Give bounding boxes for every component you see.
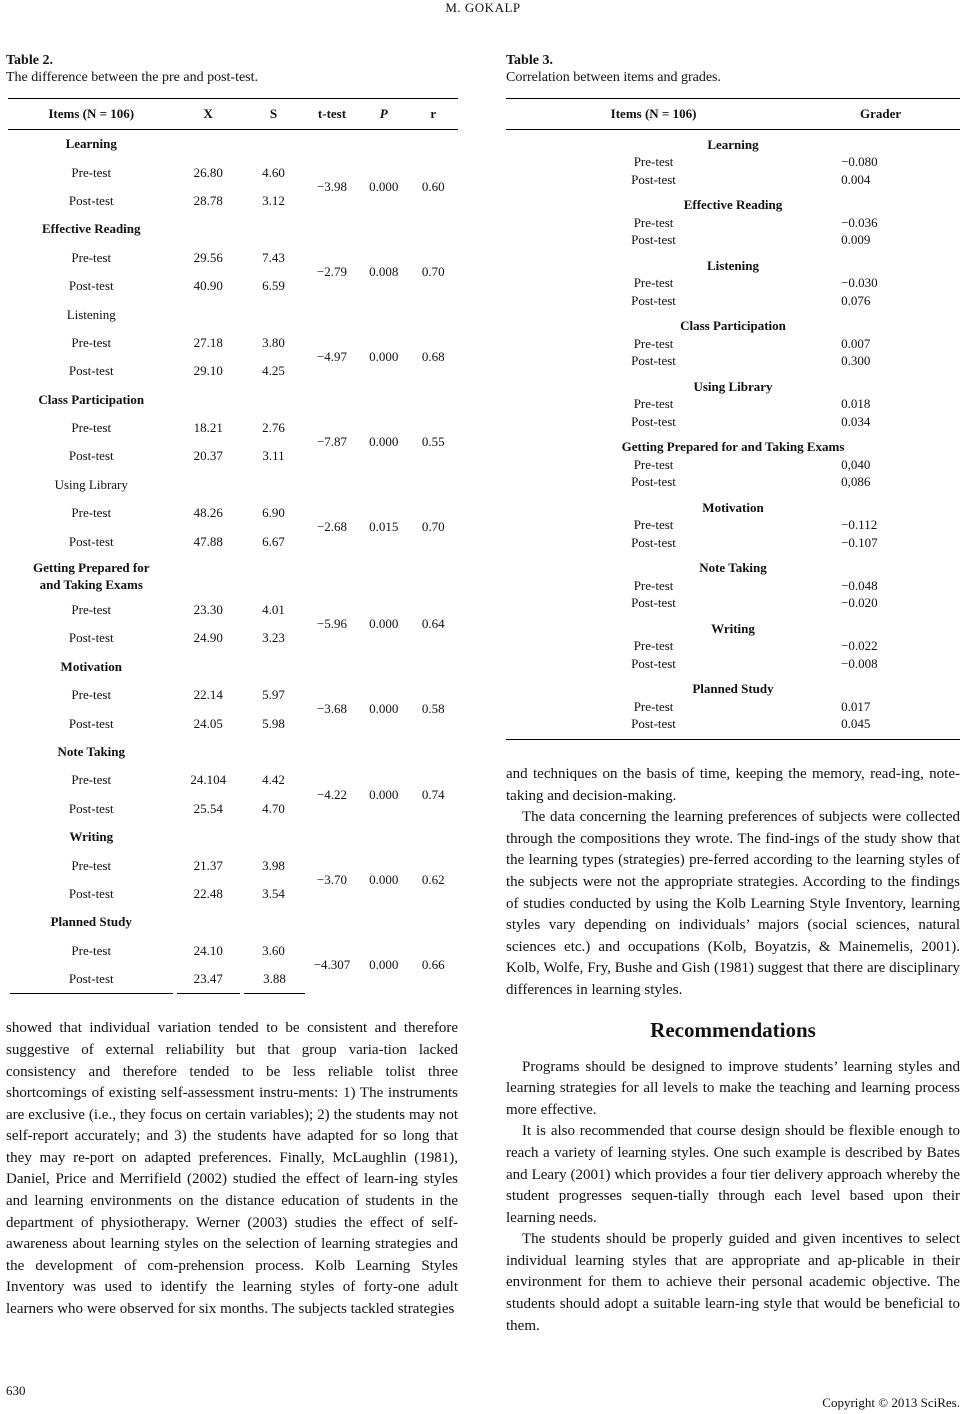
table2-group-name-line: Writing — [69, 829, 114, 845]
table2-test-label: Post-test — [68, 192, 114, 208]
table2-empty-cell — [409, 386, 459, 414]
table3-test-label: Post-test — [631, 595, 676, 611]
table3-test-label: Post-test — [631, 353, 676, 369]
table2-r-value: 0.70 — [421, 519, 445, 535]
table2-test-label: Post-test — [68, 363, 114, 379]
table2-empty-cell — [359, 823, 409, 851]
table3-data-row — [506, 335, 960, 353]
table3-group-name: Motivation — [702, 499, 764, 515]
table2-mean-value: 27.18 — [193, 334, 223, 350]
table2-t-value: −7.87 — [316, 434, 348, 450]
table3-grade-value: −0.080 — [841, 154, 878, 170]
table3-grade-value: −0.107 — [841, 534, 878, 550]
table3-test-label: Post-test — [631, 474, 676, 490]
table2-group-name-line: Getting Prepared for — [33, 559, 150, 575]
table2-sd-value: 3.12 — [262, 192, 285, 208]
table2-empty-cell — [242, 556, 305, 596]
table2-group-row — [8, 300, 458, 328]
table2-p-value: 0.000 — [369, 786, 399, 802]
table2-mean-value: 24.05 — [193, 715, 223, 731]
table3-grade-value: −0.030 — [841, 275, 878, 291]
table3-data-row — [506, 716, 960, 740]
table3-data-row — [506, 577, 960, 595]
table2-test-label: Pre-test — [71, 505, 112, 521]
table3-header-row — [506, 99, 960, 130]
table3-data-row — [506, 292, 960, 310]
table3-test-label: Post-test — [631, 171, 676, 187]
table2-test-label: Pre-test — [71, 942, 112, 958]
table3-grade-value: 0.076 — [841, 292, 871, 308]
table2-group-row — [8, 908, 458, 936]
table3-data-row — [506, 413, 960, 431]
table2-data-row — [8, 766, 458, 794]
table2-sd-value: 3.23 — [262, 630, 285, 646]
table2-empty-cell — [175, 471, 243, 499]
table2-empty-cell — [359, 215, 409, 243]
table2-empty-cell — [305, 130, 359, 159]
table2-caption: The difference between the pre and post-test. — [6, 70, 259, 85]
table2-group-name — [8, 130, 175, 159]
table3-grade-value: 0.017 — [841, 698, 871, 714]
table3-data-row — [506, 595, 960, 613]
table2-empty-cell — [359, 556, 409, 596]
table3-data-row — [506, 698, 960, 716]
table2-test-label: Post-test — [68, 885, 114, 901]
recommendations-heading: Recommendations — [650, 1017, 816, 1042]
table3-test-label: Pre-test — [633, 214, 674, 230]
table2-empty-cell — [175, 130, 243, 159]
table3-data-row — [506, 214, 960, 232]
table2-sd-value: 3.80 — [262, 334, 285, 350]
table2-data-row — [8, 158, 458, 186]
table2-group-name — [8, 556, 175, 596]
table3-data-row — [506, 275, 960, 293]
table2-p-value: 0.000 — [369, 178, 399, 194]
table2-empty-cell — [359, 653, 409, 681]
table2-sd-value: 5.97 — [262, 687, 285, 703]
table2 — [6, 98, 458, 994]
table2-r-value: 0.74 — [421, 786, 445, 802]
running-head: M. GOKALP — [445, 0, 521, 15]
table3-group-row — [506, 612, 960, 638]
table3-test-label: Pre-test — [633, 154, 674, 170]
table3-grade-value: 0.007 — [841, 335, 871, 351]
table3-test-label: Pre-test — [633, 275, 674, 291]
table3-grade-value: 0.009 — [841, 232, 871, 248]
table2-test-label: Pre-test — [71, 249, 112, 265]
table3-grade-value: 0,086 — [841, 474, 871, 490]
table2-mean-value: 23.47 — [175, 965, 243, 994]
table2-sd-value: 6.90 — [262, 505, 285, 521]
table2-group-name — [8, 823, 175, 851]
table2-empty-cell — [305, 908, 359, 936]
table2-empty-cell — [175, 738, 243, 766]
table2-mean-value: 48.26 — [193, 505, 223, 521]
table2-test-label: Pre-test — [71, 602, 112, 618]
table3-grade-value: 0.018 — [841, 396, 871, 412]
table2-p-value: 0.000 — [369, 434, 399, 450]
table3-group-row — [506, 431, 960, 457]
table3-data-row — [506, 353, 960, 371]
page-number: 630 — [6, 1383, 26, 1398]
right-paragraph-1: and techniques on the basis of time, keeping the memory, read-ing, note-taking and decision-making. — [506, 766, 960, 804]
table3-test-label: Pre-test — [633, 396, 674, 412]
table2-r-value: 0.60 — [421, 178, 445, 194]
table2-empty-cell — [175, 300, 243, 328]
table2-empty-cell — [175, 386, 243, 414]
table2-empty-cell — [175, 556, 243, 596]
table2-sd-value: 4.25 — [262, 363, 285, 379]
table2-empty-cell — [242, 300, 305, 328]
table2-empty-cell — [242, 215, 305, 243]
table2-empty-cell — [359, 300, 409, 328]
table2-empty-cell — [409, 653, 459, 681]
table2-sd-value: 4.60 — [262, 164, 285, 180]
table2-empty-cell — [175, 908, 243, 936]
table2-empty-cell — [305, 738, 359, 766]
table2-test-label: Pre-test — [71, 687, 112, 703]
table2-test-label: Pre-test — [71, 857, 112, 873]
table2-p-value: 0.000 — [369, 871, 399, 887]
table2-p-value: 0.000 — [369, 957, 399, 973]
table2-empty-cell — [242, 386, 305, 414]
table2-group-row — [8, 471, 458, 499]
recommendations-paragraph-3: The students should be properly guided and given incentives to select individual learning styles that are appropriate and ap-plicable in their environment for them to achieve their personal academic objective. The students should adopt a suitable learn-ing style that would be beneficial to them. — [506, 1231, 960, 1334]
table2-data-row — [8, 329, 458, 357]
table2-group-row — [8, 556, 458, 596]
table3-test-label: Pre-test — [633, 577, 674, 593]
table2-group-name — [8, 215, 175, 243]
table2-mean-value: 24.90 — [193, 630, 223, 646]
table3-group-name: Planned Study — [692, 681, 774, 697]
table2-group-name — [8, 653, 175, 681]
table2-empty-cell — [305, 215, 359, 243]
table2-sd-value: 6.67 — [262, 533, 285, 549]
table2-data-row — [8, 681, 458, 709]
table3-test-label: Pre-test — [633, 335, 674, 351]
table2-test-label: Post-test — [68, 800, 114, 816]
table2-p-value: 0.000 — [369, 701, 399, 717]
table3-grade-value: 0.034 — [841, 413, 871, 429]
table3-group-row — [506, 189, 960, 215]
table3-group-row — [506, 552, 960, 578]
table3-group-name: Using Library — [693, 378, 773, 394]
table2-header-t: t-test — [305, 99, 359, 130]
table2-group-row — [8, 653, 458, 681]
table2-test-label: Post-test — [68, 715, 114, 731]
table2-empty-cell — [359, 130, 409, 159]
table2-test-label: Post-test — [68, 278, 114, 294]
table3-header-items: Items (N = 106) — [506, 99, 801, 130]
table2-sd-value: 3.60 — [262, 942, 285, 958]
table2-test-label: Post-test — [8, 965, 175, 994]
table3-grade-value: −0.036 — [841, 214, 878, 230]
table3-test-label: Post-test — [631, 232, 676, 248]
table2-p-value: 0.015 — [369, 519, 399, 535]
table2-sd-value: 3.98 — [262, 857, 285, 873]
table2-sd-value: 3.11 — [262, 448, 285, 464]
table3-data-row — [506, 655, 960, 673]
table3-data-row — [506, 171, 960, 189]
table3-data-row — [506, 534, 960, 552]
table2-empty-cell — [242, 471, 305, 499]
table2-r-value: 0.70 — [421, 263, 445, 279]
table2-sd-value: 4.01 — [262, 602, 285, 618]
table2-t-value: −4.22 — [316, 786, 348, 802]
table3-grade-value: −0.008 — [841, 655, 878, 671]
table2-group-row — [8, 386, 458, 414]
table2-header-r: r — [409, 99, 459, 130]
table2-sd-value: 4.70 — [262, 800, 285, 816]
table2-t-value: −4.307 — [313, 957, 351, 973]
table2-empty-cell — [175, 653, 243, 681]
table3-group-row — [506, 491, 960, 517]
table2-sd-value: 3.88 — [242, 965, 305, 994]
table2-data-row — [8, 596, 458, 624]
table3-data-row — [506, 638, 960, 656]
left-body-text: showed that individual variation tended to be consistent and therefore suggestive of external reliability but that group varia-tion lacked consistency and therefore tended to be less reliable tolist three shortcomings of existing self-assessment instru-ments: 1) The instruments are exclusive (i.e., they focus on certain variables); 2) the students may not self-report accurately; and 3) the students have adapted for so long that they may re-port on adapted preferences. Finally, McLaughlin (1981), Daniel, Price and Merrifield (2002) studied the effect of learn-ing styles and learning environments on the distance education of students in the department of physiotherapy. Werner (2003) studies the effect of self-awareness about learning styles on the selection of learning strategies and the development of com-prehension process. Kolb Learning Styles Inventory was used to identify the learning styles of forty-one adult learners who were observed for six months. The subjects tackled strategies — [6, 1020, 458, 1318]
table3-test-label: Post-test — [631, 413, 676, 429]
table3-data-row — [506, 517, 960, 535]
table2-mean-value: 22.48 — [193, 885, 223, 901]
table3-grade-value: 0.300 — [841, 353, 871, 369]
table2-empty-cell — [242, 653, 305, 681]
table3-data-row — [506, 474, 960, 492]
table2-group-name — [8, 300, 175, 328]
table2-p-value: 0.000 — [369, 616, 399, 632]
table2-mean-value: 21.37 — [193, 857, 223, 873]
table2-empty-cell — [175, 215, 243, 243]
table3-test-label: Post-test — [631, 534, 676, 550]
table2-header-p: P — [359, 99, 409, 130]
table2-mean-value: 24.10 — [193, 942, 223, 958]
table2-data-row — [8, 937, 458, 965]
table2-mean-value: 24.104 — [190, 772, 227, 788]
table2-data-row — [8, 244, 458, 272]
table2-t-value: −3.68 — [316, 701, 348, 717]
table2-mean-value: 18.21 — [193, 420, 223, 436]
right-paragraph-2: The data concerning the learning preferences of subjects were collected through the compositions they wrote. The find-ings of the study show that the learning types (strategies) pre-ferred according to the learning styles of the subjects were not the appropriate strategies. According to the findings of studies conducted by using the Kolb Learning Style Inventory, learning styles vary depending on individuals’ majors (social sciences, natural sciences etc.) and occupations (Kolb, Boyatzis, & Mainemelis, 2001). Kolb, Wolfe, Fry, Bushe and Gish (1981) suggest that there are disciplinary differences in learning styles. — [506, 809, 960, 998]
table2-empty-cell — [359, 386, 409, 414]
table3-test-label: Post-test — [631, 655, 676, 671]
table3-grade-value: −0.020 — [841, 595, 878, 611]
table2-test-label: Post-test — [68, 448, 114, 464]
table3-test-label: Post-test — [631, 292, 676, 308]
table2-empty-cell — [409, 556, 459, 596]
table2-group-name-line: Listening — [66, 306, 116, 322]
table2-empty-cell — [305, 386, 359, 414]
table2-empty-cell — [305, 471, 359, 499]
table2-t-value: −2.68 — [316, 519, 348, 535]
table2-t-value: −3.98 — [316, 178, 348, 194]
table2-data-row — [8, 851, 458, 879]
table3-test-label: Pre-test — [633, 517, 674, 533]
table2-group-row — [8, 823, 458, 851]
table2-group-name-line: Class Participation — [38, 391, 145, 407]
table3-group-row — [506, 673, 960, 699]
table3-test-label: Post-test — [506, 716, 801, 740]
table2-empty-cell — [305, 823, 359, 851]
table2-empty-cell — [242, 908, 305, 936]
table2-t-value: −2.79 — [316, 263, 348, 279]
table3-group-name: Listening — [706, 257, 759, 273]
table2-group-name — [8, 738, 175, 766]
table3-header-grader: Grader — [801, 99, 960, 130]
table2-mean-value: 23.30 — [193, 602, 223, 618]
recommendations-paragraph-2: It is also recommended that course design should be flexible enough to reach a variety of learning styles. One such example is described by Bates and Leary (2001) which provides a four tier delivery approach whereby the student progresses sequen-tially through each level based upon their learning needs. — [506, 1123, 960, 1226]
table3-test-label: Pre-test — [633, 456, 674, 472]
table2-empty-cell — [242, 823, 305, 851]
table2-test-label: Pre-test — [71, 334, 112, 350]
table2-empty-cell — [359, 738, 409, 766]
table2-mean-value: 22.14 — [193, 687, 223, 703]
table2-test-label: Pre-test — [71, 772, 112, 788]
table2-sd-value: 5.98 — [262, 715, 285, 731]
table2-sd-value: 3.54 — [262, 885, 285, 901]
table2-r-value: 0.55 — [421, 434, 445, 450]
table3-group-row — [506, 310, 960, 336]
table2-data-row — [8, 499, 458, 527]
table3-test-label: Pre-test — [633, 638, 674, 654]
table2-empty-cell — [359, 908, 409, 936]
table2-r-value: 0.64 — [421, 616, 445, 632]
table2-test-label: Post-test — [68, 533, 114, 549]
table2-sd-value: 6.59 — [262, 278, 285, 294]
table3-group-name: Learning — [707, 136, 759, 152]
table2-data-row — [8, 414, 458, 442]
copyright: Copyright © 2013 SciRes. — [822, 1395, 960, 1410]
table2-empty-cell — [409, 738, 459, 766]
table2-group-name — [8, 386, 175, 414]
table3-group-name: Note Taking — [699, 560, 767, 576]
table3-grade-value: −0.048 — [841, 577, 878, 593]
table3-group-row — [506, 130, 960, 154]
table2-empty-cell — [305, 300, 359, 328]
table3-data-row — [506, 232, 960, 250]
table2-sd-value: 2.76 — [262, 420, 285, 436]
table2-r-value: 0.66 — [421, 957, 445, 973]
table2-group-name-line: Learning — [65, 136, 117, 152]
table2-t-value: −5.96 — [316, 616, 348, 632]
table2-empty-cell — [409, 215, 459, 243]
table2-empty-cell — [409, 823, 459, 851]
table2-mean-value: 40.90 — [193, 278, 223, 294]
table2-test-label: Pre-test — [71, 164, 112, 180]
table2-empty-cell — [409, 300, 459, 328]
table2-group-name — [8, 908, 175, 936]
left-column — [6, 52, 458, 1321]
table2-group-name-line: Planned Study — [50, 914, 132, 930]
table3-data-row — [506, 396, 960, 414]
table3-grade-value: 0.045 — [801, 716, 960, 740]
table2-sd-value: 4.42 — [262, 772, 285, 788]
table2-mean-value: 29.10 — [193, 363, 223, 379]
table2-p-value: 0.008 — [369, 263, 399, 279]
recommendations-paragraph-1: Programs should be designed to improve students’ learning styles and learning strategies for all levels to make the teaching and learning process more effective. — [506, 1058, 960, 1118]
table2-empty-cell — [409, 471, 459, 499]
table2-mean-value: 20.37 — [193, 448, 223, 464]
table2-test-label: Post-test — [68, 630, 114, 646]
table2-empty-cell — [305, 653, 359, 681]
table2-body — [8, 130, 458, 994]
table3-group-row — [506, 249, 960, 275]
table2-empty-cell — [242, 130, 305, 159]
table2-test-label: Pre-test — [71, 420, 112, 436]
table3-grade-value: 0,040 — [841, 456, 871, 472]
table3-test-label: Pre-test — [633, 698, 674, 714]
table2-t-value: −3.70 — [316, 871, 348, 887]
table2-group-name-line: and Taking Exams — [39, 576, 143, 592]
table2-label: Table 2. — [6, 53, 53, 68]
table2-group-name-line: Motivation — [60, 658, 122, 674]
right-column — [506, 52, 960, 1337]
table3-group-name: Getting Prepared for and Taking Exams — [621, 439, 845, 455]
table2-mean-value: 26.80 — [193, 164, 223, 180]
table2-p-value: 0.000 — [369, 349, 399, 365]
table2-mean-value: 47.88 — [193, 533, 223, 549]
table2-group-name-line: Effective Reading — [41, 221, 141, 237]
table2-group-name — [8, 471, 175, 499]
table3-grade-value: −0.112 — [841, 517, 878, 533]
table2-sd-value: 7.43 — [262, 249, 285, 265]
table2-group-row — [8, 738, 458, 766]
table2-header-x: X — [175, 99, 243, 130]
table2-header-s: S — [242, 99, 305, 130]
table3-group-name: Effective Reading — [683, 197, 783, 213]
table3 — [506, 98, 960, 740]
table2-mean-value: 25.54 — [193, 800, 223, 816]
table2-header-row — [8, 99, 458, 130]
table2-empty-cell — [409, 130, 459, 159]
table3-body — [506, 130, 960, 740]
table3-group-row — [506, 370, 960, 396]
table3-data-row — [506, 154, 960, 172]
table3-grade-value: 0.004 — [841, 171, 871, 187]
table2-mean-value: 29.56 — [193, 249, 223, 265]
table2-empty-cell — [305, 556, 359, 596]
table2-empty-cell — [409, 908, 459, 936]
table2-header-items: Items (N = 106) — [8, 99, 175, 130]
table3-label: Table 3. — [506, 53, 553, 68]
table2-t-value: −4.97 — [316, 349, 348, 365]
table3-group-name: Writing — [711, 620, 755, 636]
table2-group-row — [8, 215, 458, 243]
table3-data-row — [506, 456, 960, 474]
table2-group-row — [8, 130, 458, 159]
table2-empty-cell — [242, 738, 305, 766]
table2-group-name-line: Note Taking — [57, 744, 126, 759]
table2-empty-cell — [175, 823, 243, 851]
table3-group-name: Class Participation — [680, 318, 786, 334]
table2-r-value: 0.62 — [421, 871, 445, 887]
table2-r-value: 0.68 — [421, 349, 445, 365]
table2-group-name-line: Using Library — [54, 476, 128, 492]
table3-caption: Correlation between items and grades. — [506, 70, 721, 85]
table2-r-value: 0.58 — [421, 701, 445, 717]
table2-mean-value: 28.78 — [193, 192, 223, 208]
table3-grade-value: −0.022 — [841, 638, 878, 654]
table2-empty-cell — [359, 471, 409, 499]
